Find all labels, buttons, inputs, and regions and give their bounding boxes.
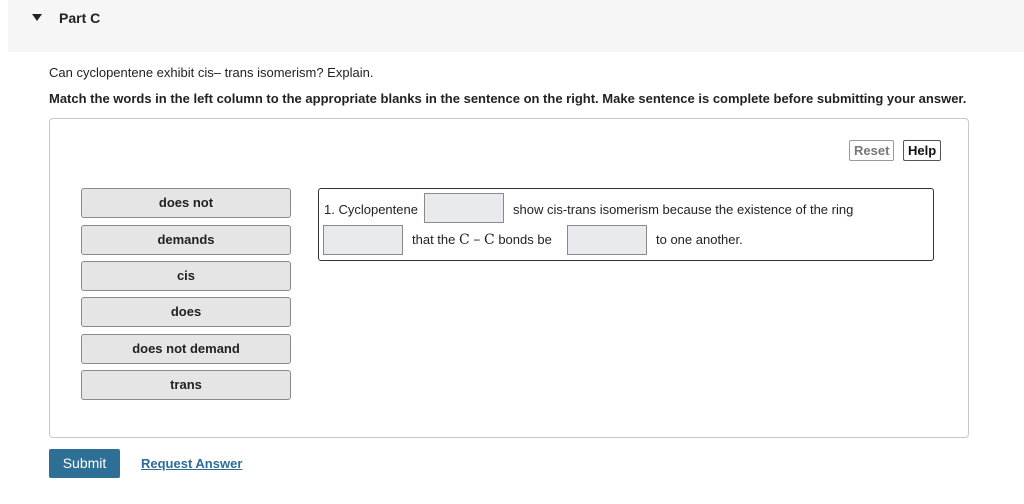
word-tile-does-not-demand[interactable]: does not demand	[81, 334, 291, 364]
carbon-symbol-2: C	[483, 232, 495, 248]
drop-blank-3[interactable]	[567, 225, 647, 255]
drop-blank-1[interactable]	[424, 193, 504, 223]
carbon-symbol-1: C	[459, 232, 470, 248]
question-text: Can cyclopentene exhibit cis– trans isomerism? Explain.	[49, 65, 374, 80]
sentence-text-5: to one another.	[656, 232, 743, 247]
part-title: Part C	[59, 10, 101, 26]
sentence-text-4: bonds be	[498, 232, 552, 247]
help-button[interactable]: Help	[903, 140, 941, 161]
part-header[interactable]	[8, 0, 1024, 52]
sentence-text-1: 1. Cyclopentene	[324, 202, 418, 217]
caret-down-icon[interactable]	[32, 14, 42, 21]
instruction-text: Match the words in the left column to the appropriate blanks in the sentence on the right. Make sentence is complete before submitting your answer.	[49, 91, 967, 106]
drop-blank-2[interactable]	[323, 225, 403, 255]
bond-dash: –	[473, 232, 481, 248]
word-tile-demands[interactable]: demands	[81, 225, 291, 255]
word-tile-cis[interactable]: cis	[81, 261, 291, 291]
sentence-text-2: show cis-trans isomerism because the existence of the ring	[513, 202, 854, 217]
word-tile-trans[interactable]: trans	[81, 370, 291, 400]
sentence-text-3	[412, 232, 552, 248]
sentence-text-3-lead: that the	[412, 232, 456, 247]
request-answer-link[interactable]: Request Answer	[141, 456, 243, 471]
word-tile-does-not[interactable]: does not	[81, 188, 291, 218]
submit-button[interactable]: Submit	[49, 449, 120, 478]
word-tile-does[interactable]: does	[81, 297, 291, 327]
reset-button[interactable]: Reset	[849, 140, 894, 161]
